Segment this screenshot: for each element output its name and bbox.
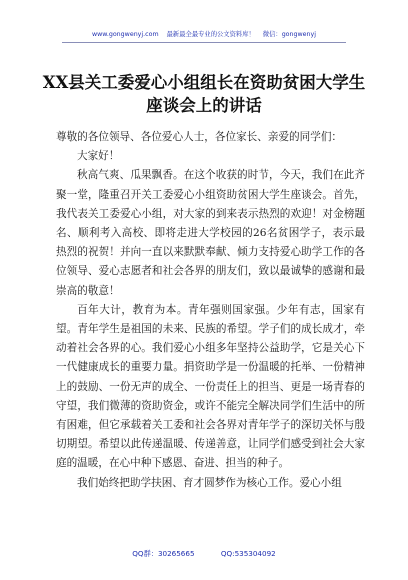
page-footer <box>0 549 408 559</box>
page-header <box>0 29 408 38</box>
footer-qq-group: QQ群：30265665 <box>132 549 195 558</box>
header-slogan: 最新最全最专业的公文资料库！ <box>166 31 255 38</box>
salutation: 尊敬的各位领导、各位爱心人士，各位家长、亲爱的同学们： <box>56 131 343 143</box>
speech-body <box>56 128 365 493</box>
paragraph: 我们始终把助学扶困、育才圆梦作为核心工作。爱心小组 <box>77 476 342 489</box>
header-wechat: 微信：gongwenyj <box>262 31 317 38</box>
greeting: 大家好！ <box>77 150 120 163</box>
paragraph: 秋高气爽、瓜果飘香。在这个收获的时节，今天，我们在此齐聚一堂，隆重召开关工委爱心小组资助贫困大学生座谈会。首先，我代表关工委爱心小组，对大家的到来表示热烈的欢迎！对金榜题名、顺利考入高校、即将走进大学校园的26名贫困学子，表示最热烈的祝贺！并向一直以来默默奉献、倾力支持爱心助学工作的各位领导、爱心志愿者和社会各界的朋友们，致以最诚挚的感谢和最崇高的敬意！ <box>56 169 365 297</box>
footer-qq: QQ:535304092 <box>220 549 276 558</box>
paragraph: 百年大计，教育为本。青年强则国家强。少年有志，国家有望。青年学生是祖国的未来、民族的希望。学子们的成长成才，牵动着社会各界的心。我们爱心小组多年坚持公益助学，它是关心下一代健康成长的重要力量。捐资助学是一份温暖的托举、一份精神上的鼓励、一份无声的成全、一份责任上的担当、更是一场青春的守望，我们微薄的资助资金，或许不能完全解决同学们生活中的所有困难，但它承载着关工委和社会各界对青年学子的深切关怀与殷切期望。希望以此传递温暖、传递善意，让同学们感受到社会大家庭的温暖，在心中种下感恩、奋进、担当的种子。 <box>56 303 365 470</box>
header-divider <box>62 42 346 43</box>
header-url[interactable]: www.gongwenyj.com <box>91 31 159 38</box>
page-title: XX县关工委爱心小组组长在资助贫困大学生座谈会上的讲话 <box>42 73 366 115</box>
